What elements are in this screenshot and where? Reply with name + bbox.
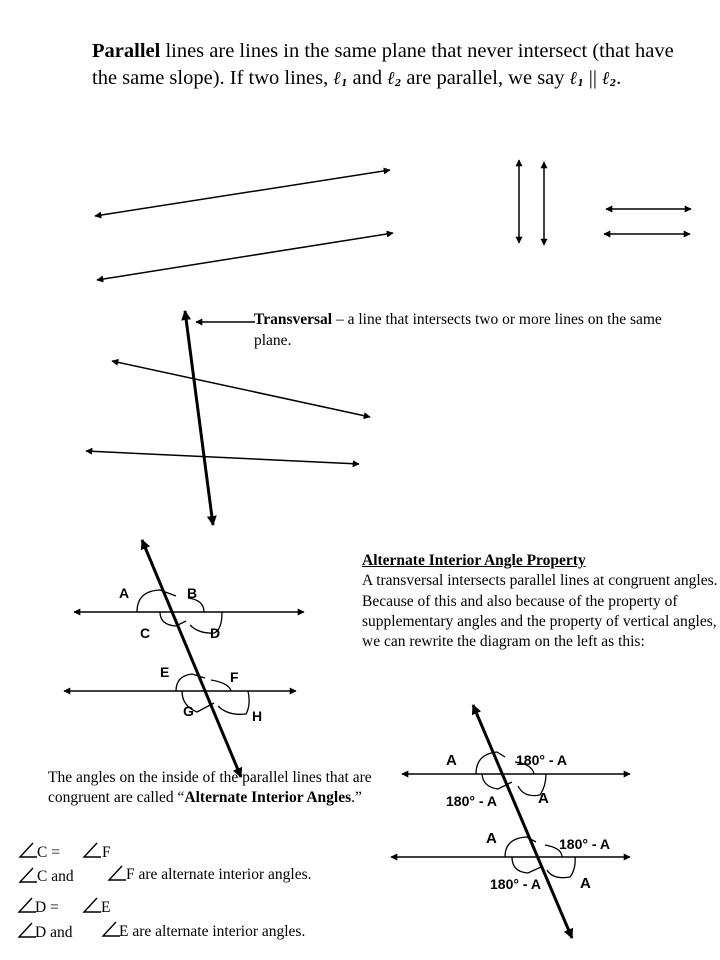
parallel-lines-horizontal [604, 209, 691, 234]
statement-c-and: C and [37, 868, 74, 885]
value-bottom-right: 180° - A [559, 836, 610, 852]
intro-and: and [347, 67, 388, 89]
angle-label-h: H [252, 708, 263, 724]
aia-term: Alternate Interior Angles [184, 789, 352, 807]
aia-title: Alternate Interior Angle Property [362, 552, 586, 569]
statement-e: E [101, 899, 111, 916]
intro-paragraph: Parallel lines are lines in the same plane that never intersect (that have the same slope). If two lines, ℓ$_1$ and ℓ$_2$ are parallel, we say ℓ$_1$ || ℓ$_2$. [92, 40, 674, 89]
aia-property-block [362, 551, 720, 652]
transversal-term: Transversal [254, 311, 333, 328]
angle-values [446, 752, 610, 892]
parallel-term: Parallel [92, 40, 161, 62]
angle-icon [103, 922, 120, 936]
parallel-lines-slanted [95, 170, 393, 280]
statement-e-alternate: E are alternate interior angles. [119, 923, 306, 940]
angle-icon [19, 898, 36, 912]
value-bottom-left: A [486, 830, 497, 847]
transversal-definition: Transversal – a line that intersects two or more lines on the same plane. [254, 311, 662, 349]
statement-f-alternate: F are alternate interior angles. [126, 866, 312, 883]
line-symbol-l1: ℓ$_1$ [333, 68, 348, 89]
value-top-bottom-right: A [538, 790, 549, 807]
angle-diagram-letters [64, 540, 304, 777]
statement-d-equals: D = [35, 899, 59, 916]
statement-f: F [102, 844, 111, 861]
angle-icon [20, 868, 37, 882]
value-top-right: 180° - A [516, 752, 567, 768]
intro-text-2: are parallel, we say [401, 67, 570, 89]
value-top-bottom-left: 180° - A [446, 793, 497, 809]
angle-label-c: C [140, 625, 151, 641]
angle-label-e: E [160, 664, 170, 680]
intro-text-1: lines are lines in the same plane that never intersect (that have the same slope). If two lines, [92, 40, 674, 89]
angle-icon [109, 866, 126, 880]
parallel-symbol: || [583, 67, 603, 89]
line-symbol-l1-b: ℓ$_1$ [569, 68, 584, 89]
angle-icon [84, 843, 101, 857]
angle-diagram-values [391, 705, 630, 938]
aia-line-2: Because of this and also because of the property of supplementary angles and the property of vertical angles, we can rewrite the diagram on the left as this: [362, 592, 717, 651]
angle-label-g: G [183, 703, 194, 719]
angle-label-a: A [119, 585, 130, 601]
statement-c-equals: C = [37, 844, 60, 861]
angle-label-b: B [187, 585, 198, 601]
aia-line-1: A transversal intersects parallel lines at congruent angles. [362, 572, 718, 590]
angle-label-d: D [210, 625, 221, 641]
angle-label-f: F [230, 669, 239, 685]
angle-icon [19, 923, 36, 937]
value-bottom-bottom-right: A [580, 875, 591, 892]
angle-icon [84, 898, 101, 912]
angle-icon [20, 843, 37, 857]
statement-d-and: D and [35, 924, 73, 941]
line-symbol-l2-b: ℓ$_2$ [602, 68, 617, 89]
value-bottom-bottom-left: 180° - A [490, 876, 541, 892]
value-top-left: A [446, 752, 457, 769]
parallel-lines-vertical [519, 160, 544, 245]
interior-angles-description: The angles on the inside of the parallel lines that are congruent are called “Alternate Interior Angles.” [48, 769, 372, 807]
line-symbol-l2: ℓ$_2$ [387, 68, 402, 89]
